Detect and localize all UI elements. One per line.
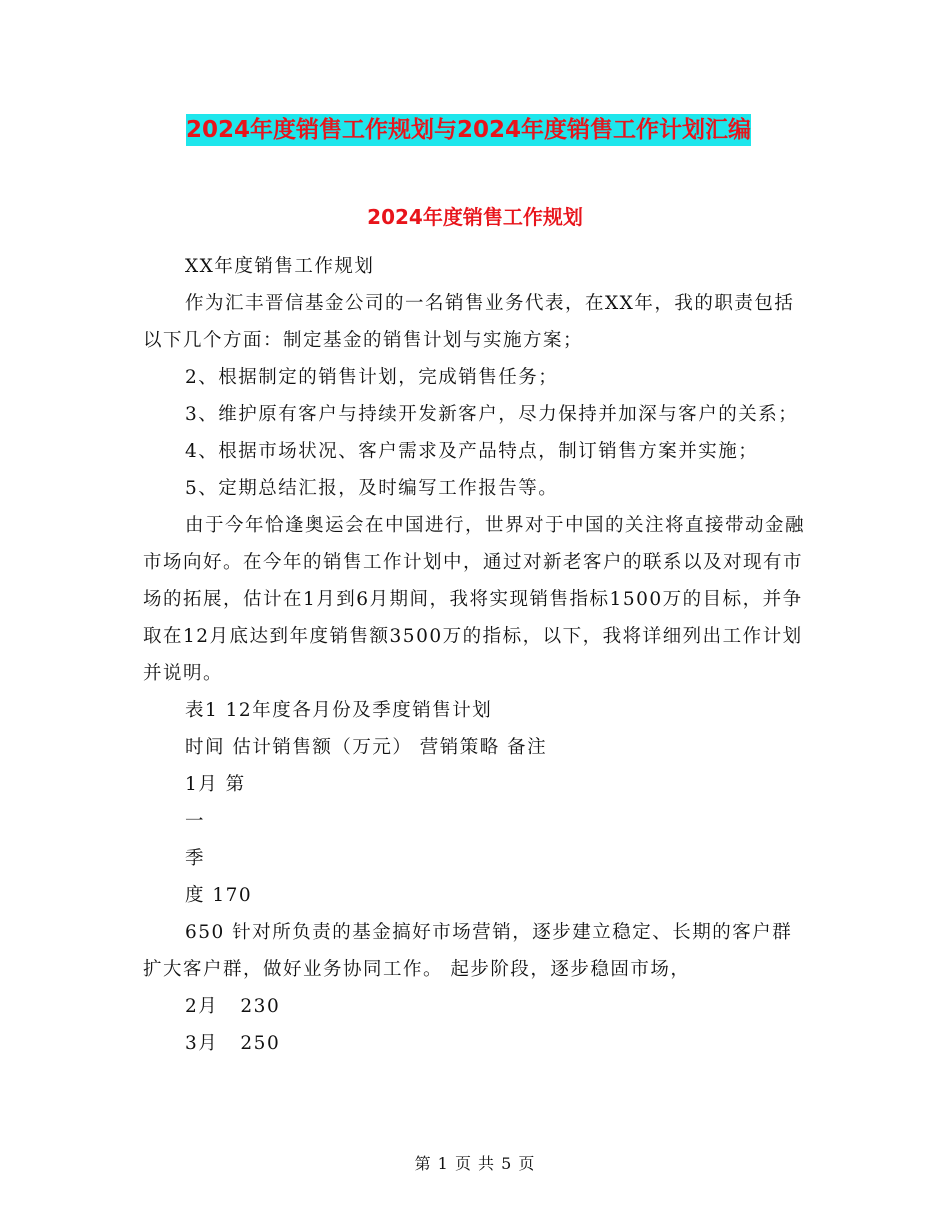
table-header-line: 时间 估计销售额（万元） 营销策略 备注	[185, 737, 548, 758]
table-line: 3月 250	[185, 1033, 281, 1054]
table-line: 一	[185, 811, 206, 832]
table-line: 650 针对所负责的基金搞好市场营销，逐步建立稳定、长期的客户群扩大客户群，做好业务协同工作。 起步阶段，逐步稳固市场，	[143, 922, 793, 980]
paragraph: 2、根据制定的销售计划，完成销售任务；	[185, 367, 559, 388]
paragraph: 作为汇丰晋信基金公司的一名销售业务代表，在XX年，我的职责包括以下几个方面：制定基金的销售计划与实施方案；	[143, 293, 795, 351]
paragraph: 由于今年恰逢奥运会在中国进行，世界对于中国的关注将直接带动金融市场向好。在今年的销售工作计划中，通过对新老客户的联系以及对现有市场的拓展，估计在1月到6月期间，我将实现销售指标1500万的目标，并争取在12月底达到年度销售额3500万的指标，以下，我将详细列出工作计划并说明。	[143, 515, 806, 684]
table-line: 季	[185, 848, 206, 869]
paragraph: 4、根据市场状况、客户需求及产品特点，制订销售方案并实施；	[185, 441, 759, 462]
page-footer: 第 1 页 共 5 页	[414, 1154, 536, 1173]
table-line: 1月 第	[185, 774, 246, 795]
paragraph: 5、定期总结汇报，及时编写工作报告等。	[185, 478, 559, 499]
table-caption: 表1 12年度各月份及季度销售计划	[185, 700, 493, 721]
document-body	[143, 248, 808, 1062]
table-line: 2月 230	[185, 996, 281, 1017]
document-main-title: 2024年度销售工作规划与2024年度销售工作计划汇编	[186, 114, 751, 146]
paragraph: 3、维护原有客户与持续开发新客户，尽力保持并加深与客户的关系；	[185, 404, 799, 425]
paragraph: XX年度销售工作规划	[185, 256, 375, 277]
section-title: 2024年度销售工作规划	[367, 205, 583, 229]
table-line: 度 170	[185, 885, 253, 906]
